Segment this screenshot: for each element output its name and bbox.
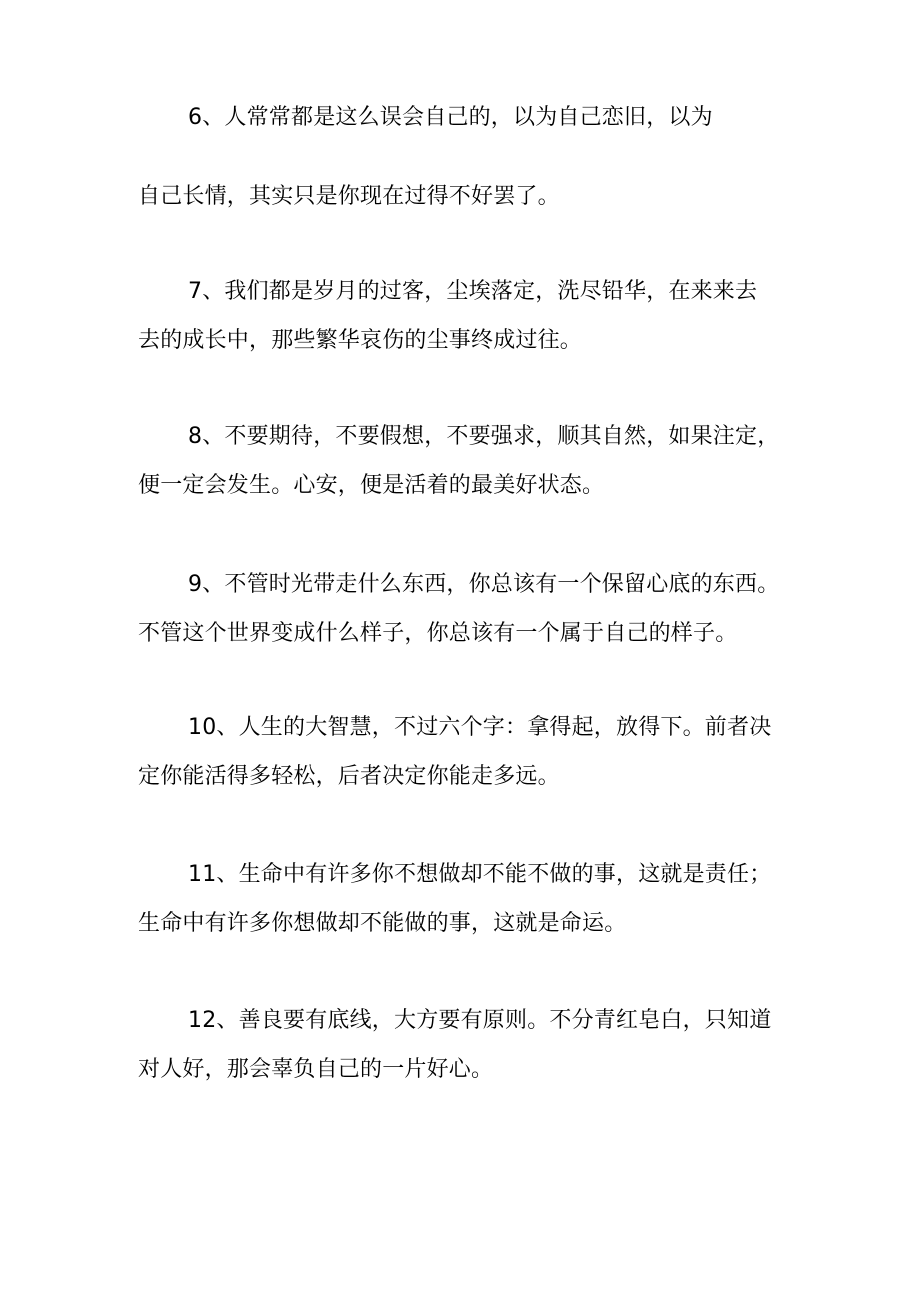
paragraph-9-line-2: 不管这个世界变成什么样子，你总该有一个属于自己的样子。 [138, 621, 738, 646]
paragraph-9-line-1: 9、不管时光带走什么东西，你总该有一个保留心底的东西。 [188, 572, 780, 597]
paragraph-6-line-2: 自己长情，其实只是你现在过得不好罢了。 [138, 184, 560, 209]
paragraph-12-line-2: 对人好，那会辜负自己的一片好心。 [138, 1057, 494, 1082]
paragraph-10-line-1: 10、人生的大智慧，不过六个字：拿得起，放得下。前者决 [188, 715, 772, 740]
paragraph-11-line-2: 生命中有许多你想做却不能做的事，这就是命运。 [138, 911, 627, 936]
paragraph-7-line-1: 7、我们都是岁月的过客，尘埃落定，洗尽铅华，在来来去 [188, 279, 758, 304]
paragraph-8-line-2: 便一定会发生。心安，便是活着的最美好状态。 [138, 473, 605, 498]
paragraph-8-line-1: 8、不要期待，不要假想，不要强求，顺其自然，如果注定， [188, 424, 780, 449]
paragraph-7-line-2: 去的成长中，那些繁华哀伤的尘事终成过往。 [138, 328, 583, 353]
paragraph-12-line-1: 12、善良要有底线，大方要有原则。不分青红皂白，只知道 [188, 1008, 772, 1033]
paragraph-11-line-1: 11、生命中有许多你不想做却不能不做的事，这就是责任； [188, 862, 772, 887]
paragraph-10-line-2: 定你能活得多轻松，后者决定你能走多远。 [138, 764, 560, 789]
paragraph-6-line-1: 6、人常常都是这么误会自己的，以为自己恋旧，以为 [188, 105, 713, 130]
